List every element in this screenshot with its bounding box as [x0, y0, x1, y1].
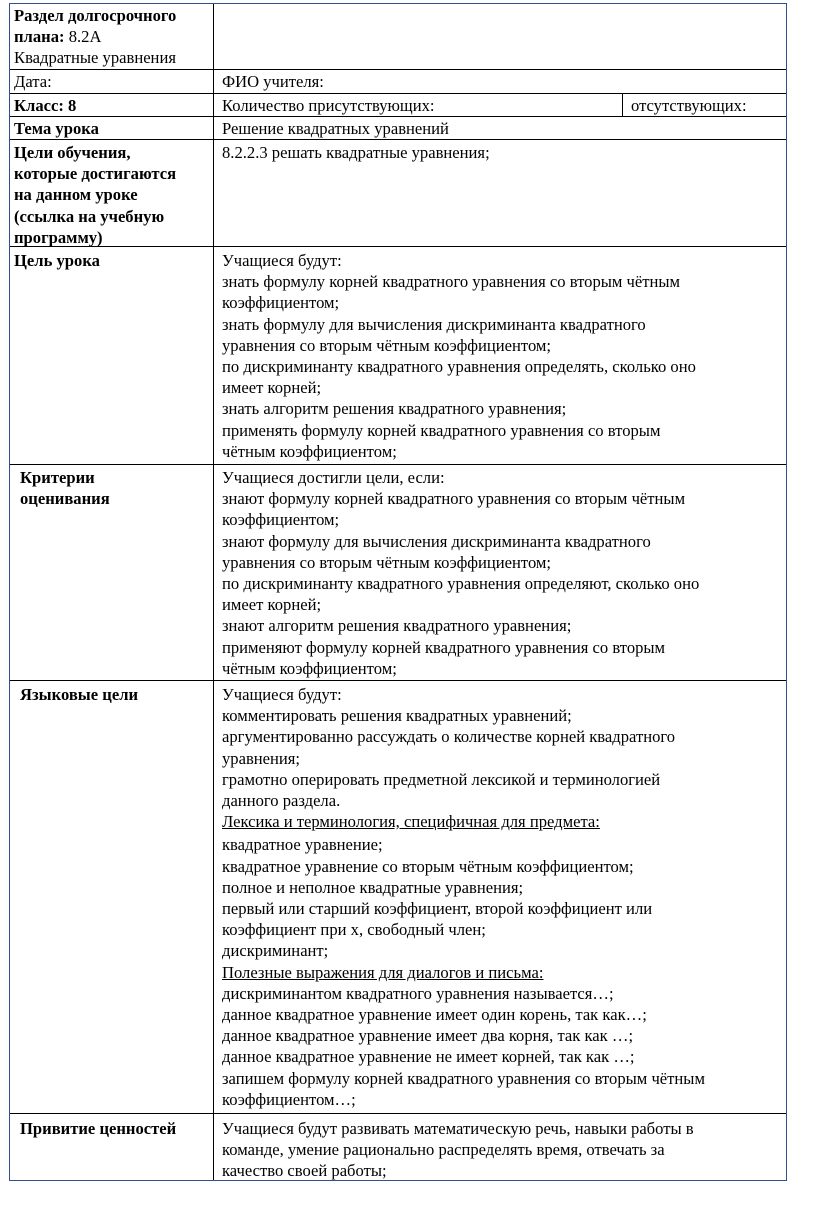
- lesson-goal-line: по дискриминанту квадратного уравнения определять, сколько оно: [222, 357, 696, 377]
- vocab-line: первый или старший коэффициент, второй коэффициент или: [222, 899, 653, 919]
- row-criteria: [10, 465, 786, 681]
- row-lesson-goal: [10, 247, 786, 465]
- language-line: грамотно оперировать предметной лексикой и терминологией: [222, 769, 661, 789]
- language-line: Учащиеся будут:: [222, 685, 342, 704]
- row-topic: [10, 117, 786, 140]
- language-line: уравнения;: [222, 748, 301, 768]
- goals-label-line: которые достигаются: [14, 164, 177, 184]
- criteria-line: знают формулу корней квадратного уравнения со вторым чётным: [222, 489, 686, 509]
- criteria-line: знают формулу для вычисления дискриминанта квадратного: [222, 531, 651, 551]
- phrase-line: дискриминантом квадратного уравнения называется…;: [222, 983, 614, 1003]
- lesson-goal-line: уравнения со вторым чётным коэффициентом;: [222, 335, 552, 355]
- class-label: Класс: 8: [10, 94, 214, 116]
- row-class: [10, 94, 786, 117]
- values-label: Привитие ценностей: [10, 1114, 214, 1180]
- section-label: Раздел долгосрочного: [14, 6, 177, 25]
- goals-value: 8.2.2.3 решать квадратные уравнения;: [222, 143, 490, 162]
- values-line: Учащиеся будут развивать математическую речь, навыки работы в: [222, 1119, 694, 1138]
- phrase-line: данное квадратное уравнение не имеет корней, так как …;: [222, 1047, 635, 1067]
- phrase-line: коэффициентом…;: [222, 1089, 356, 1109]
- phrase-line: запишем формулу корней квадратного уравнения со вторым чётным: [222, 1068, 705, 1088]
- vocab-heading: Лексика и терминология, специфичная для предмета:: [222, 812, 600, 832]
- lesson-goal-line: коэффициентом;: [222, 293, 340, 313]
- lesson-goal-line: имеет корней;: [222, 378, 322, 398]
- lesson-goal-text: [214, 247, 786, 464]
- vocab-line: дискриминант;: [222, 941, 329, 961]
- goals-label-line: (ссылка на учебную: [14, 206, 165, 226]
- criteria-line: по дискриминанту квадратного уравнения определяют, сколько оно: [222, 574, 700, 594]
- vocab-line: квадратное уравнение;: [222, 835, 383, 855]
- section-empty-cell: [214, 4, 786, 69]
- row-learning-goals: [10, 140, 786, 247]
- lesson-goal-label: Цель урока: [10, 247, 214, 464]
- plan-value: 8.2А: [68, 27, 102, 47]
- criteria-line: чётным коэффициентом;: [222, 658, 397, 678]
- section-value: Квадратные уравнения: [14, 48, 176, 68]
- date-label: Дата:: [10, 70, 214, 93]
- lesson-goal-line: чётным коэффициентом;: [222, 441, 397, 461]
- absent-label: отсутствующих:: [622, 94, 786, 116]
- present-label: Количество присутствующих:: [222, 96, 435, 115]
- topic-label: Тема урока: [10, 117, 214, 139]
- lesson-goal-line: знать формулу корней квадратного уравнения со вторым чётным: [222, 272, 681, 292]
- vocab-line: квадратное уравнение со вторым чётным коэффициентом;: [222, 856, 634, 876]
- lesson-goal-line: знать формулу для вычисления дискриминанта квадратного: [222, 314, 646, 334]
- criteria-text: [214, 465, 786, 680]
- topic-value: Решение квадратных уравнений: [222, 119, 449, 138]
- row-values: [10, 1114, 786, 1180]
- phrase-line: данное квадратное уравнение имеет два корня, так как …;: [222, 1026, 634, 1046]
- goals-label-line: программу): [14, 227, 103, 247]
- vocab-line: коэффициент при х, свободный член;: [222, 920, 486, 940]
- criteria-label-line: оценивания: [20, 489, 110, 509]
- criteria-line: коэффициентом;: [222, 510, 340, 530]
- plan-label: плана:: [14, 27, 65, 47]
- criteria-line: применяют формулу корней квадратного уравнения со вторым: [222, 637, 666, 657]
- goals-label-line: Цели обучения,: [14, 143, 131, 162]
- language-line: комментировать решения квадратных уравнений;: [222, 706, 572, 726]
- criteria-line: Учащиеся достигли цели, если:: [222, 468, 445, 487]
- vocab-line: полное и неполное квадратные уравнения;: [222, 877, 524, 897]
- row-section: [10, 4, 786, 70]
- lesson-plan-table: [9, 3, 787, 1181]
- lesson-goal-line: Учащиеся будут:: [222, 251, 342, 270]
- goals-label: [10, 140, 214, 246]
- values-line: качество своей работы;: [222, 1161, 387, 1181]
- criteria-line: уравнения со вторым чётным коэффициентом;: [222, 552, 552, 572]
- language-text: [214, 681, 786, 1113]
- values-line: команде, умение рационально распределять время, отвечать за: [222, 1140, 665, 1160]
- values-text: [214, 1114, 786, 1180]
- section-label-cell: [10, 4, 214, 69]
- teacher-label: ФИО учителя:: [222, 72, 324, 91]
- criteria-label-line: Критерии: [20, 468, 95, 487]
- language-line: данного раздела.: [222, 791, 341, 811]
- phrases-heading: Полезные выражения для диалогов и письма:: [222, 962, 544, 982]
- lesson-goal-line: применять формулу корней квадратного уравнения со вторым: [222, 420, 661, 440]
- language-label: Языковые цели: [10, 681, 214, 1113]
- goals-label-line: на данном уроке: [14, 185, 138, 205]
- lesson-goal-line: знать алгоритм решения квадратного уравнения;: [222, 399, 567, 419]
- row-language-goals: [10, 681, 786, 1114]
- phrase-line: данное квадратное уравнение имеет один корень, так как…;: [222, 1005, 647, 1025]
- criteria-line: знают алгоритм решения квадратного уравнения;: [222, 616, 572, 636]
- criteria-line: имеет корней;: [222, 595, 322, 615]
- criteria-label: [10, 465, 214, 680]
- language-line: аргументированно рассуждать о количестве корней квадратного: [222, 727, 676, 747]
